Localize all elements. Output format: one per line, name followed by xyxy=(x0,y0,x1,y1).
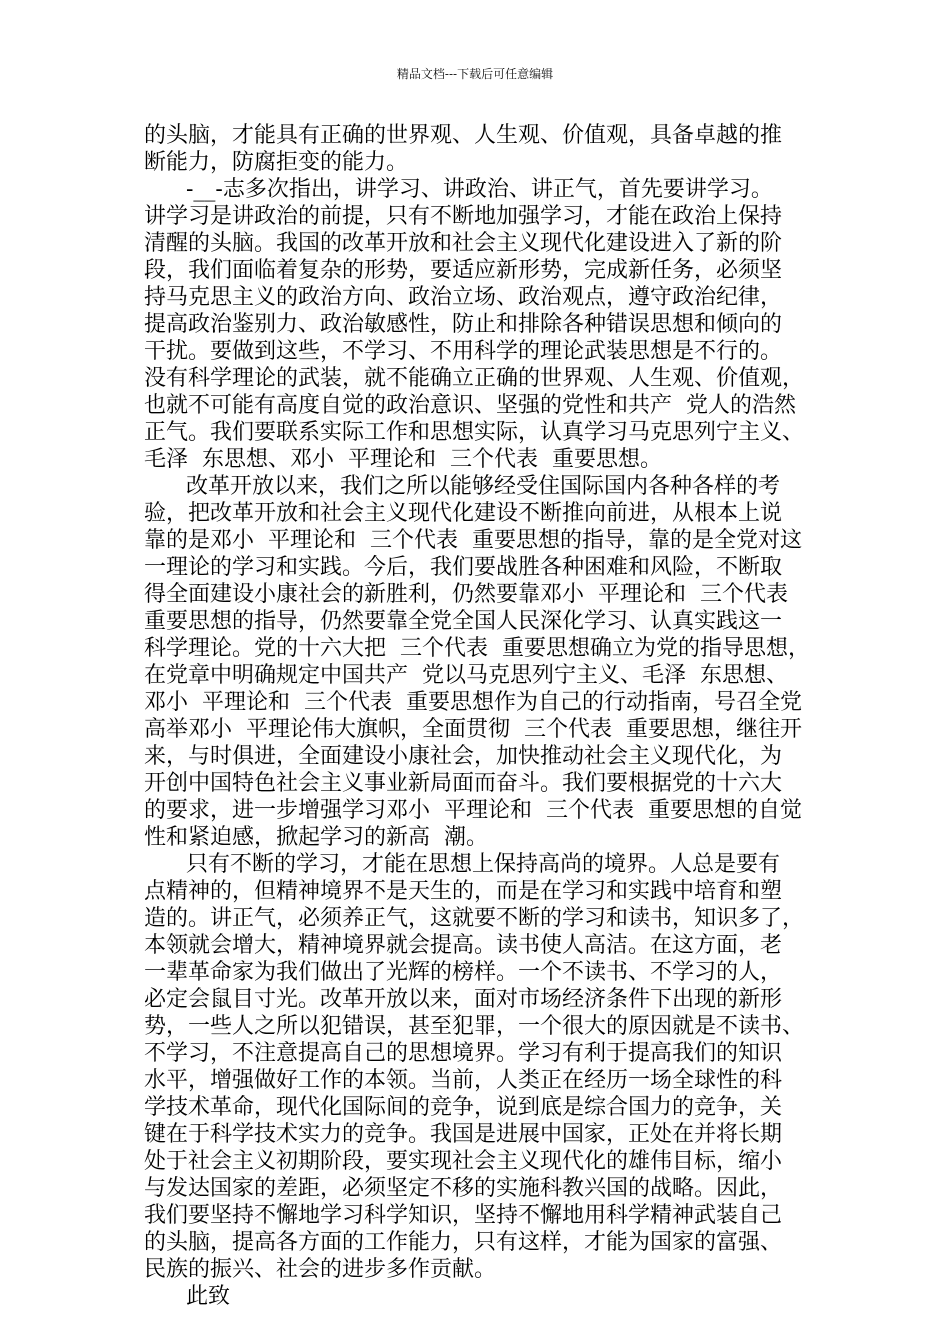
text-line: 靠的是邓小 平理论和 三个代表 重要思想的指导，靠的是全党对这 xyxy=(144,528,802,553)
page-header: 精品文档---下载后可任意编辑 xyxy=(396,67,554,81)
text-line: 学技术革命，现代化国际间的竞争，说到底是综合国力的竞争，关 xyxy=(144,1095,783,1120)
text-line: 改革开放以来，我们之所以能够经受住国际国内各种各样的考 xyxy=(144,474,780,499)
text-line: 断能力，防腐拒变的能力。 xyxy=(144,150,409,175)
text-line: 民族的振兴、社会的进步多作贡献。 xyxy=(144,1257,497,1282)
text-line: 势，一些人之所以犯错误，甚至犯罪，一个很大的原因就是不读书、 xyxy=(144,1014,805,1039)
text-line: -__-志多次指出，讲学习、讲政治、讲正气，首先要讲学习。 xyxy=(144,177,773,202)
text-line: 水平，增强做好工作的本领。当前，人类正在经历一场全球性的科 xyxy=(144,1068,783,1093)
text-line: 的头脑，提高各方面的工作能力，只有这样，才能为国家的富强、 xyxy=(144,1230,783,1255)
text-line: 必定会鼠目寸光。改革开放以来，面对市场经济条件下出现的新形 xyxy=(144,987,783,1012)
text-line: 只有不断的学习，才能在思想上保持高尚的境界。人总是要有 xyxy=(144,852,780,877)
text-line: 段，我们面临着复杂的形势，要适应新形势，完成新任务，必须坚 xyxy=(144,258,783,283)
text-line: 我们要坚持不懈地学习科学知识，坚持不懈地用科学精神武装自己 xyxy=(144,1203,783,1228)
text-line: 邓小 平理论和 三个代表 重要思想作为自己的行动指南，号召全党 xyxy=(144,690,802,715)
text-line: 性和紧迫感，掀起学习的新高 潮。 xyxy=(144,825,488,850)
text-line: 重要思想的指导，仍然要靠全党全国人民深化学习、认真实践这一 xyxy=(144,609,783,634)
text-line: 清醒的头脑。我国的改革开放和社会主义现代化建设进入了新的阶 xyxy=(144,231,783,256)
text-line: 键在于科学技术实力的竞争。我国是进展中国家，正处在并将长期 xyxy=(144,1122,783,1147)
text-line: 在党章中明确规定中国共产 党以马克思列宁主义、毛泽 东思想、 xyxy=(144,663,788,688)
text-line: 来，与时俱进，全面建设小康社会，加快推动社会主义现代化，为 xyxy=(144,744,783,769)
text-line: 点精神的，但精神境界不是天生的，而是在学习和实践中培育和塑 xyxy=(144,879,783,904)
text-line: 没有科学理论的武装，就不能确立正确的世界观、人生观、价值观， xyxy=(144,366,805,391)
text-line: 毛泽 东思想、邓小 平理论和 三个代表 重要思想。 xyxy=(144,447,662,472)
document-body xyxy=(144,122,844,1310)
closing-salutation: 此致 xyxy=(144,1284,230,1309)
text-line: 验，把改革开放和社会主义现代化建设不断推向前进，从根本上说 xyxy=(144,501,783,526)
text-line: 也就不可能有高度自觉的政治意识、坚强的党性和共产 党人的浩然 xyxy=(144,393,796,418)
text-line: 的要求，进一步增强学习邓小 平理论和 三个代表 重要思想的自觉 xyxy=(144,798,802,823)
text-line: 一辈革命家为我们做出了光辉的榜样。一个不读书、不学习的人， xyxy=(144,960,783,985)
text-line: 的头脑，才能具有正确的世界观、人生观、价值观，具备卓越的推 xyxy=(144,123,783,148)
text-line: 科学理论。党的十六大把 三个代表 重要思想确立为党的指导思想， xyxy=(144,636,810,661)
text-line: 与发达国家的差距，必须坚定不移的实施科教兴国的战略。因此， xyxy=(144,1176,783,1201)
text-line: 开创中国特色社会主义事业新局面而奋斗。我们要根据党的十六大 xyxy=(144,771,783,796)
text-line: 高举邓小 平理论伟大旗帜，全面贯彻 三个代表 重要思想，继往开 xyxy=(144,717,802,742)
text-line: 造的。讲正气，必须养正气，这就要不断的学习和读书，知识多了， xyxy=(144,906,805,931)
text-line: 一理论的学习和实践。今后，我们要战胜各种困难和风险，不断取 xyxy=(144,555,783,580)
text-line: 不学习，不注意提高自己的思想境界。学习有利于提高我们的知识 xyxy=(144,1041,783,1066)
text-line: 本领就会增大，精神境界就会提高。读书使人高洁。在这方面，老 xyxy=(144,933,783,958)
text-line: 干扰。要做到这些，不学习、不用科学的理论武装思想是不行的。 xyxy=(144,339,783,364)
text-line: 提高政治鉴别力、政治敏感性，防止和排除各种错误思想和倾向的 xyxy=(144,312,783,337)
text-line: 处于社会主义初期阶段，要实现社会主义现代化的雄伟目标，缩小 xyxy=(144,1149,783,1174)
text-line: 正气。我们要联系实际工作和思想实际，认真学习马克思列宁主义、 xyxy=(144,420,805,445)
text-line: 讲学习是讲政治的前提，只有不断地加强学习，才能在政治上保持 xyxy=(144,204,783,229)
text-line: 持马克思主义的政治方向、政治立场、政治观点，遵守政治纪律， xyxy=(144,285,783,310)
text-line: 得全面建设小康社会的新胜利，仍然要靠邓小 平理论和 三个代表 xyxy=(144,582,788,607)
